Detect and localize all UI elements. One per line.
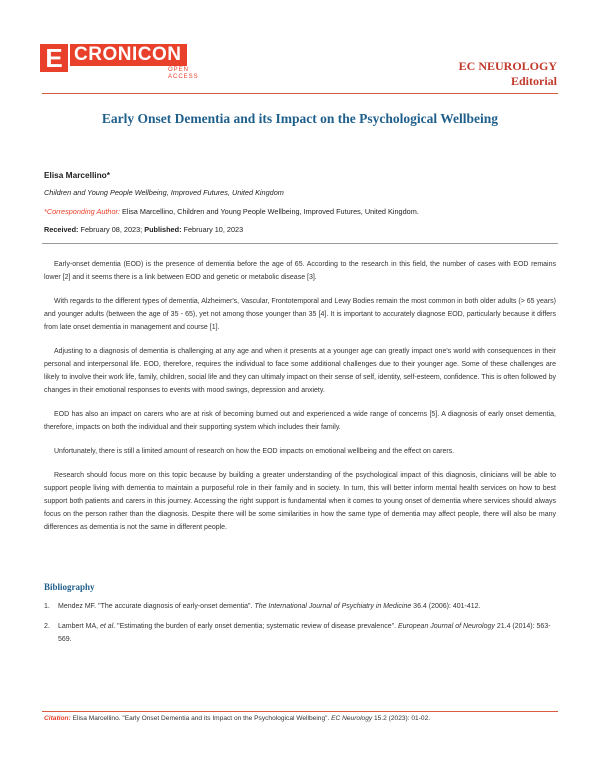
bibliography-heading: Bibliography [44,582,95,592]
meta-divider [42,243,558,244]
bib-number: 1. [44,603,50,610]
author-name: Elisa Marcellino* [44,170,110,180]
published-label: Published: [144,225,182,234]
bib-title: . "Estimating the burden of early onset dementia; systematic review of disease prevalence". [113,623,398,630]
article-title: Early Onset Dementia and its Impact on the Psychological Wellbeing [101,111,499,126]
article-dates [44,225,243,234]
corresponding-label: *Corresponding Author: [44,207,120,216]
bib-authors: Lambert MA, [58,623,101,630]
bib-etal: et al [100,623,114,630]
article-type: Editorial [510,74,557,88]
bib-journal: European Journal of Neurology [397,623,495,630]
bibliography-item [44,620,556,646]
logo-wordmark: CRONICON [70,44,187,66]
body-paragraph: Early-onset dementia (EOD) is the presence of dementia before the age of 65. According to the research in this field, the number of cases with EOD remains lower [2] and it seems there is a link between EOD and genetic or metabolic disease [3]. [44,261,556,281]
citation-text: Elisa Marcellino. "Early Onset Dementia and its Impact on the Psychological Wellbeing". [70,715,332,722]
bib-details: 36.4 (2006): 401-412. [411,603,481,610]
body-paragraph: Unfortunately, there is still a limited amount of research on how the EOD impacts on emotional wellbeing and the effect on carers. [54,448,455,455]
journal-header [459,59,557,89]
body-paragraph: Research should focus more on this topic because by building a greater understanding of the psychological impact of this diagnosis, clinicians will be able to support people living with dementia to maintain a purposeful role in their family and in society. In turn, this will better inform mental health services on how to best support both patients and carers in this journey. Accessing the right support is fundamental when it comes to young onset of dementia where services should always focus on the person rather than the diagnosis. Despite there will be some similarities in how the same type of dementia may affect people, there will also be many differences as dementia is not the same in different people. [44,472,556,531]
received-date: February 08, 2023; [78,225,145,234]
author-affiliation: Children and Young People Wellbeing, Improved Futures, United Kingdom [44,188,284,197]
bibliography-list [44,600,556,653]
bib-journal: The International Journal of Psychiatry in Medicine [254,603,412,610]
citation-label: Citation: [44,715,71,722]
corresponding-text: Elisa Marcellino, Children and Young People Wellbeing, Improved Futures, United Kingdom. [120,207,419,216]
cronicon-logo [40,44,210,78]
article-body [44,258,556,545]
logo-open-access: OPEN ACCESS [168,67,199,80]
footer-divider [42,711,558,712]
body-paragraph: Adjusting to a diagnosis of dementia is challenging at any age and when it presents at a younger age can greatly impact one's world with consequences in their personal and interpersonal life. EOD, therefore, requires the individual to face some additional challenges due to their younger age. Some of these challenges are likely to involve their work life, family, children, social life and they can ultimaly impact on their sense of self, identity, self-esteem, confidence. This is often followed by changes in their emotional responses to events with mood swings, depression and anxiety. [44,348,556,394]
bib-title: "The accurate diagnosis of early-onset dementia". [98,603,255,610]
received-label: Received: [44,225,79,234]
journal-name: EC NEUROLOGY [458,59,557,73]
citation-details: 15.2 (2023): 01-02. [372,715,431,722]
corresponding-author [44,207,419,216]
citation-footer [44,715,430,722]
bib-number: 2. [44,623,50,630]
bib-authors: Mendez MF. [58,603,99,610]
logo-letter: E [40,44,68,72]
body-paragraph: EOD has also an impact on carers who are at risk of becoming burned out and experienced a wide range of concerns [5]. A diagnosis of early onset dementia, therefore, impacts on both the individual and their supporting system which includes their family. [44,411,556,431]
citation-journal: EC Neurology [331,715,373,722]
published-date: February 10, 2023 [181,225,244,234]
body-paragraph: With regards to the different types of dementia, Alzheimer's, Vascular, Frontotemporal and Lewy Bodies remain the most common in both older adults (> 65 years) and younger adults (between the age of 35 - 65), yet not among those younger than 35 [4]. It is important to accurately diagnose EOD, particularly because it differs from late onset dementia in management and course [1]. [44,298,556,331]
header-divider [42,93,558,94]
bibliography-item [44,600,556,613]
bib-details: 21.4 (2014): 563-569. [58,623,551,643]
